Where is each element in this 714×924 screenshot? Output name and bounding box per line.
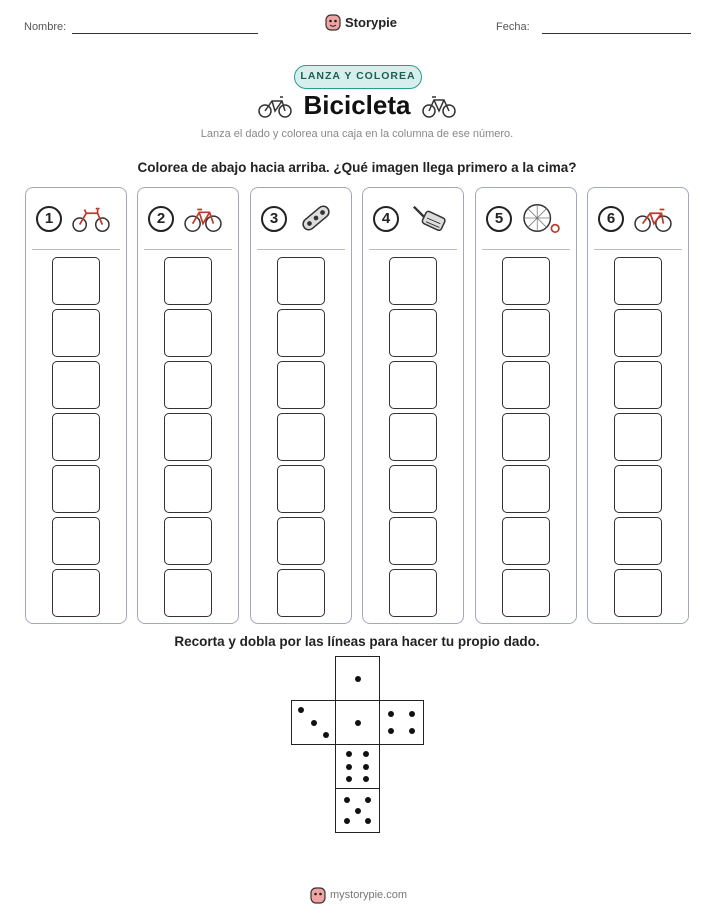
- column-6: [587, 187, 689, 624]
- color-box[interactable]: [164, 517, 212, 565]
- name-label: Nombre:: [24, 21, 67, 33]
- column-number: 1: [36, 206, 62, 232]
- color-box[interactable]: [389, 569, 437, 617]
- dice-pip: [346, 776, 352, 782]
- dice-pip: [388, 728, 394, 734]
- title-bike-left-icon: [258, 93, 292, 119]
- page-title: Bicicleta: [303, 90, 411, 120]
- color-box[interactable]: [164, 257, 212, 305]
- dice-pip: [346, 764, 352, 770]
- dice-pip: [409, 711, 415, 717]
- color-box[interactable]: [614, 309, 662, 357]
- color-box[interactable]: [502, 465, 550, 513]
- column-number: 6: [598, 206, 624, 232]
- bike-chain-icon: [295, 201, 337, 235]
- column-header: [26, 188, 126, 250]
- dice-pip: [388, 711, 394, 717]
- color-box[interactable]: [52, 361, 100, 409]
- color-box[interactable]: [277, 309, 325, 357]
- color-box[interactable]: [502, 517, 550, 565]
- column-number: 2: [148, 206, 174, 232]
- color-box[interactable]: [502, 361, 550, 409]
- date-line[interactable]: [542, 33, 691, 34]
- title-bike-right-icon: [422, 93, 456, 119]
- color-box[interactable]: [164, 413, 212, 461]
- color-box[interactable]: [277, 517, 325, 565]
- penny-farthing-icon: [520, 201, 562, 235]
- color-box[interactable]: [52, 569, 100, 617]
- color-box[interactable]: [614, 569, 662, 617]
- color-box[interactable]: [277, 257, 325, 305]
- color-box[interactable]: [614, 413, 662, 461]
- dice-pip: [365, 797, 371, 803]
- color-box[interactable]: [52, 517, 100, 565]
- column-divider: [369, 249, 457, 250]
- color-box[interactable]: [614, 361, 662, 409]
- dice-pip: [323, 732, 329, 738]
- column-header: [588, 188, 688, 250]
- column-header: [363, 188, 463, 250]
- dice-pip: [355, 808, 361, 814]
- column-header: [476, 188, 576, 250]
- dice-pip: [355, 720, 361, 726]
- dice-pip: [311, 720, 317, 726]
- color-box[interactable]: [52, 465, 100, 513]
- color-box[interactable]: [164, 361, 212, 409]
- balance-bike-icon: [70, 201, 112, 235]
- dice-pip: [344, 818, 350, 824]
- column-4: [362, 187, 464, 624]
- dice-face-1: [335, 656, 380, 701]
- column-divider: [482, 249, 570, 250]
- dice-face-4: [379, 700, 424, 745]
- column-number: 4: [373, 206, 399, 232]
- kids-bike-icon: [632, 201, 674, 235]
- column-2: [137, 187, 239, 624]
- dice-face-5: [335, 788, 380, 833]
- subtitle: Lanza el dado y colorea una caja en la columna de ese número.: [200, 128, 514, 140]
- brand: [325, 13, 397, 31]
- dice-pip: [363, 764, 369, 770]
- color-box[interactable]: [614, 465, 662, 513]
- color-box[interactable]: [277, 465, 325, 513]
- dice-pip: [346, 751, 352, 757]
- color-box[interactable]: [502, 257, 550, 305]
- column-divider: [594, 249, 682, 250]
- color-box[interactable]: [614, 257, 662, 305]
- column-divider: [257, 249, 345, 250]
- color-box[interactable]: [164, 569, 212, 617]
- bike-pedal-icon: [407, 201, 449, 235]
- name-line[interactable]: [72, 33, 258, 34]
- bicycle-icon: [182, 201, 224, 235]
- color-box[interactable]: [389, 465, 437, 513]
- color-box[interactable]: [52, 309, 100, 357]
- color-box[interactable]: [389, 309, 437, 357]
- color-box[interactable]: [502, 569, 550, 617]
- dice-pip: [355, 676, 361, 682]
- color-box[interactable]: [52, 257, 100, 305]
- column-header: [251, 188, 351, 250]
- dice-pip: [298, 707, 304, 713]
- dice-pip: [363, 776, 369, 782]
- color-box[interactable]: [277, 361, 325, 409]
- column-3: [250, 187, 352, 624]
- column-5: [475, 187, 577, 624]
- pie-character-icon: [310, 886, 326, 904]
- color-box[interactable]: [389, 413, 437, 461]
- dice-pip: [344, 797, 350, 803]
- dice-pip: [365, 818, 371, 824]
- color-box[interactable]: [614, 517, 662, 565]
- footer: [310, 886, 407, 904]
- color-box[interactable]: [277, 569, 325, 617]
- activity-badge: LANZA Y COLOREA: [294, 65, 422, 89]
- dice-instruction: Recorta y dobla por las líneas para hacer tu propio dado.: [174, 634, 540, 649]
- brand-name: Storypie: [345, 14, 398, 30]
- column-header: [138, 188, 238, 250]
- color-box[interactable]: [52, 413, 100, 461]
- game-instruction: Colorea de abajo hacia arriba. ¿Qué imagen llega primero a la cima?: [137, 160, 577, 175]
- column-number: 3: [261, 206, 287, 232]
- dice-pip: [363, 751, 369, 757]
- dice-face-6: [335, 744, 380, 789]
- column-1: [25, 187, 127, 624]
- color-box[interactable]: [164, 465, 212, 513]
- dice-pip: [409, 728, 415, 734]
- column-number: 5: [486, 206, 512, 232]
- column-divider: [32, 249, 120, 250]
- color-box[interactable]: [389, 517, 437, 565]
- column-divider: [144, 249, 232, 250]
- footer-url[interactable]: mystorypie.com: [330, 889, 408, 901]
- color-box[interactable]: [502, 309, 550, 357]
- color-box[interactable]: [389, 257, 437, 305]
- color-box[interactable]: [164, 309, 212, 357]
- color-box[interactable]: [389, 361, 437, 409]
- dice-face-1: [335, 700, 380, 745]
- color-box[interactable]: [277, 413, 325, 461]
- color-box[interactable]: [502, 413, 550, 461]
- pie-character-icon: [325, 13, 341, 31]
- date-label: Fecha:: [496, 21, 530, 33]
- dice-face-3: [291, 700, 336, 745]
